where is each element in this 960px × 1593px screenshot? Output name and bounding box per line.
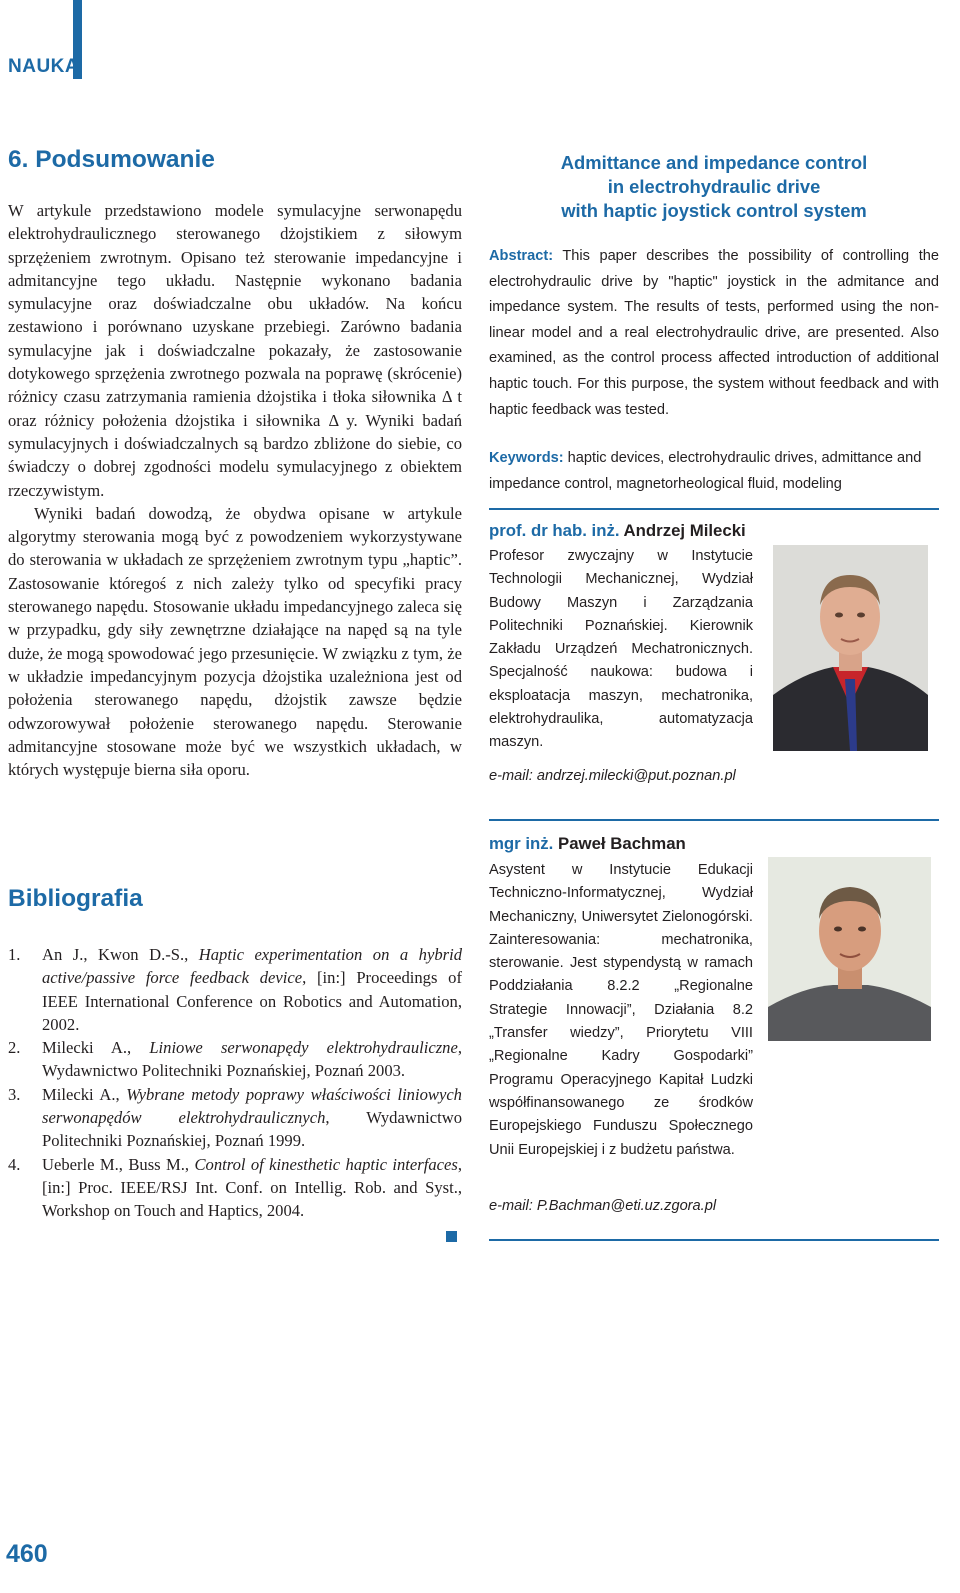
english-title-line: with haptic joystick control system bbox=[561, 200, 867, 221]
bibliography-item-rest: , Wydawnictwo Politechniki Poznańskiej, Poznań 2003. bbox=[42, 1038, 462, 1081]
section-tag: NAUKA bbox=[8, 56, 80, 77]
abstract bbox=[489, 244, 939, 423]
bibliography-list bbox=[8, 943, 462, 1223]
author-name bbox=[489, 521, 746, 541]
keywords-text: haptic devices, electrohydraulic drives, admittance and impedance control, magnetorheological fluid, modeling bbox=[489, 450, 922, 492]
bibliography-item-authors: Ueberle M., Buss M., bbox=[42, 1154, 195, 1174]
keywords-label: Keywords: bbox=[489, 450, 564, 466]
bibliography-item bbox=[8, 1153, 462, 1223]
english-title-line: Admittance and impedance control bbox=[560, 152, 868, 173]
author-fullname: Andrzej Milecki bbox=[619, 521, 746, 540]
summary-paragraph: W artykule przedstawiono modele symulacyjne serwonapędu elektrohydraulicznego sterowanego dżojstikiem z siłowym sprzężeniem zwrotnym. Opisano też sterowanie impedancyjne i admitancyjne tego układu. Następnie wykonano badania symulacyjne oraz doświadczalne obu układów. Na końcu zestawiono i porównano uzyskane przebiegi. Zarówno badania symulacyjne jak i doświadczalne pokazały, że zastosowanie dotykowego sprzężenia zwrotnego pozwala na poprawę (skrócenie) różnicy czasu zatrzymania ramienia dżojstika i tłoka siłownika Δ t oraz różnicy położenia dżojstika i siłownika Δ y. Wyniki badań symulacyjnych i doświadczalnych są bardzo zbliżone do siebie, co świadczy o dobrej zgodności modelu symulacyjnego z obiektem rzeczywistym. bbox=[8, 201, 462, 500]
bibliography-item bbox=[8, 1036, 462, 1083]
author-photo bbox=[773, 545, 928, 751]
bibliography-item-title: Wybrane metody poprawy właściwości liniowych serwonapędów elektrohydraulicznych bbox=[42, 1084, 462, 1128]
bibliography-item-number: 1. bbox=[8, 945, 21, 964]
bibliography-item-authors: An J., Kwon D.-S., bbox=[42, 945, 199, 964]
author-degree: mgr inż. bbox=[489, 834, 554, 853]
end-of-article-square bbox=[446, 1231, 457, 1242]
summary-body bbox=[8, 199, 462, 781]
bibliography-item-title: Haptic experimentation on a hybrid active/passive force feedback device bbox=[42, 945, 462, 988]
bibliography-item-number: 4. bbox=[8, 1154, 21, 1174]
english-title bbox=[489, 151, 939, 223]
bibliography-item-authors: Milecki A., bbox=[42, 1084, 127, 1104]
bibliography-item-rest: , [in:] Proceedings of IEEE International Conference on Robotics and Automation, 2002. bbox=[42, 968, 463, 1034]
author-email: e-mail: andrzej.milecki@put.poznan.pl bbox=[489, 768, 736, 784]
author-photo-image bbox=[773, 545, 928, 751]
author-bio: Asystent w Instytucie Edukacji Techniczno-Informatycznej, Wydział Mechaniczny, Uniwersytet Zielonogórski. Zainteresowania: mechatronika, sterowanie. Jest stypendystą w ramach Poddziałania 8.2.2 „Regionalne Strategie Innowacji”, Działania 8.2 „Transfer wiedzy”, Priorytetu VIII „Regionalne Kadry Gospodarki” Programu Operacyjnego Kapitał Ludzki współfinansowanego ze środków Europejskiego Funduszu Społecznego Unii Europejskiej i z budżetu państwa. bbox=[489, 862, 753, 1158]
bibliography-item-title: Liniowe serwonapędy elektrohydrauliczne bbox=[149, 1038, 458, 1058]
bibliography-item-authors: Milecki A., bbox=[42, 1038, 150, 1058]
bibliography-item bbox=[8, 943, 462, 1036]
summary-paragraph: Wyniki badań dowodzą, że obydwa opisane w artykule algorytmy sterowania mogą być z powodzeniem wykorzystywane do sterowania w układach ze sprzężeniem zwrotnym typu „haptic”. Zastosowanie któregoś z nich zależy tylko od specyfiki pracy sterowanego napędu. Stosowanie układu impedancyjnego zaleca się w przypadku, gdy siły zewnętrzne działające na napęd są na tyle duże, że mogą spowodować jego przesunięcie. W związku z tym, że w układzie impedancyjnym pozycja dżojstika uzależniona jest od położenia sterowanego napędu, dżojstik zawsze będzie odwzorowywał położenie sterowanego napędu. Sterowanie admitancyjne stosowane może być we wszystkich układach, w których występuje bierna siła oporu. bbox=[8, 503, 462, 780]
author-degree: prof. dr hab. inż. bbox=[489, 521, 620, 540]
bibliography-item bbox=[8, 1083, 462, 1153]
divider bbox=[489, 508, 939, 510]
author-bio: Profesor zwyczajny w Instytucie Technologii Mechanicznej, Wydział Budowy Maszyn i Zarządzania Politechniki Poznańskiej. Kierownik Zakładu Urządzeń Mechatronicznych. Specjalność naukowa: budowa i eksploatacja maszyn, mechatronika, elektrohydraulika, automatyzacja maszyn. bbox=[489, 548, 753, 751]
bibliography-item-rest: , Wydawnictwo Politechniki Poznańskiej, Poznań 1999. bbox=[42, 1108, 462, 1151]
page-number: 460 bbox=[6, 1540, 48, 1568]
bibliography-item-number: 3. bbox=[8, 1084, 21, 1104]
author-fullname: Paweł Bachman bbox=[553, 834, 686, 853]
bibliography-item-rest: , [in:] Proc. IEEE/RSJ Int. Conf. on Intellig. Rob. and Syst., Workshop on Touch and Haptics, 2004. bbox=[42, 1154, 462, 1221]
author-photo-image bbox=[768, 857, 931, 1041]
author-email: e-mail: P.Bachman@eti.uz.zgora.pl bbox=[489, 1198, 717, 1214]
divider bbox=[489, 1239, 939, 1241]
abstract-text: This paper describes the possibility of controlling the electrohydraulic drive by "haptic" joystick in the admitance and impedance system. The results of tests, performed using the non-linear model and a real electrohydraulic drive, are presented. Also examined, as the control process affected introduction of additional haptic touch. For this purpose, the system without feedback and with haptic feedback was tested. bbox=[489, 248, 939, 418]
divider bbox=[489, 819, 939, 821]
bibliography-item-title: Control of kinesthetic haptic interfaces bbox=[194, 1154, 458, 1174]
author-name bbox=[489, 834, 686, 854]
abstract-label: Abstract: bbox=[489, 248, 554, 264]
bibliography-heading: Bibliografia bbox=[8, 885, 143, 912]
english-title-line: in electrohydraulic drive bbox=[607, 176, 821, 197]
bibliography-item-number: 2. bbox=[8, 1038, 21, 1058]
author-photo bbox=[768, 857, 931, 1041]
keywords bbox=[489, 446, 939, 497]
summary-heading: 6. Podsumowanie bbox=[8, 146, 215, 173]
